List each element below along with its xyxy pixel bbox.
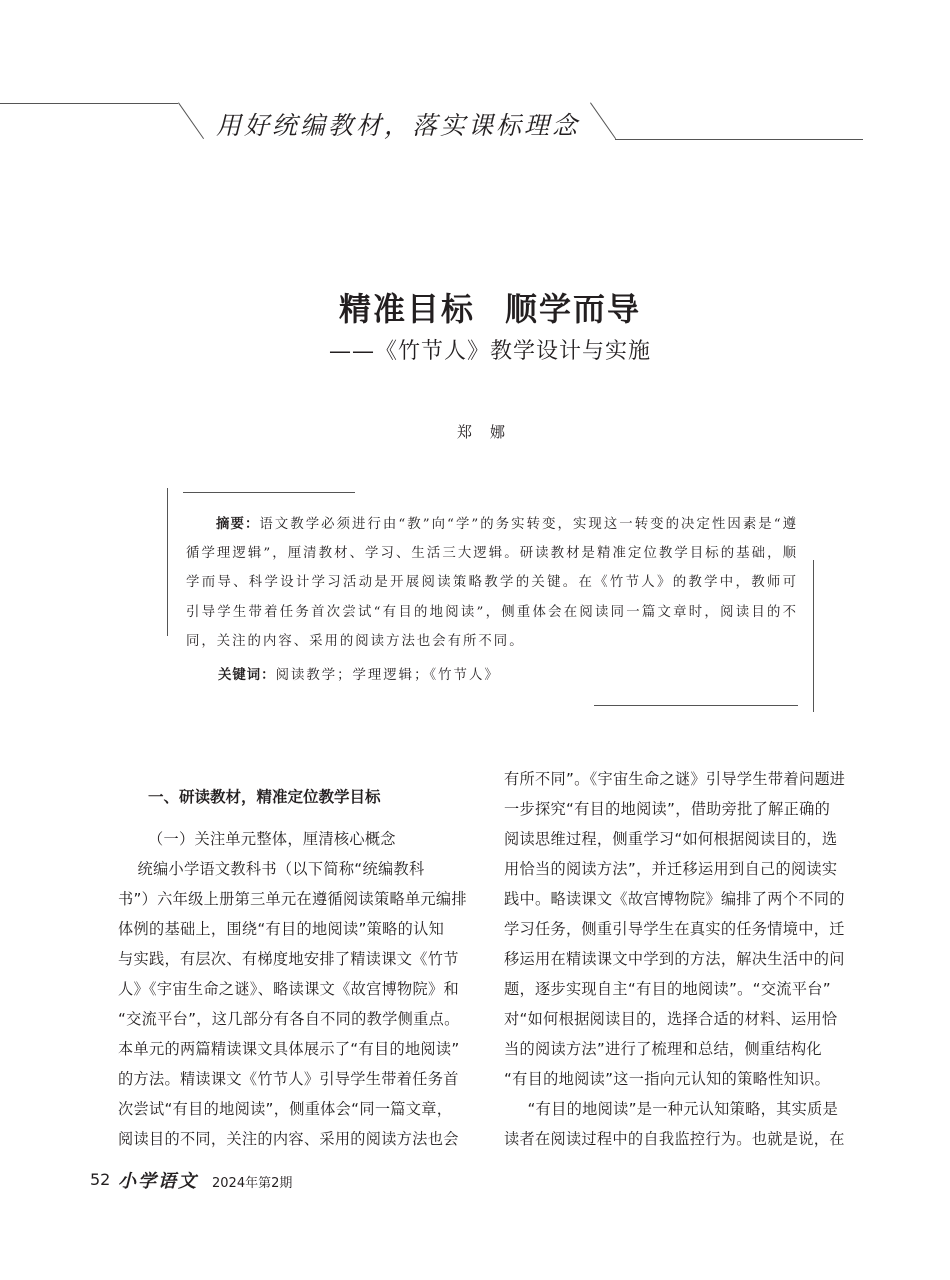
header-rule-left [0,103,178,104]
right-col-line: 用恰当的阅读方法”，并迁移运用到自己的阅读实 [504,860,838,878]
left-col-line: 统编小学语文教科书（以下简称“统编教科 [122,860,425,878]
article-subtitle: ——《竹节人》教学设计与实施 [328,339,651,364]
right-col-line: 有所不同”。《宇宙生命之谜》引导学生带着问题进 [504,770,846,788]
left-col-line: 的方法。精读课文《竹节人》引导学生带着任务首 [118,1070,459,1088]
left-col-line: 人》《宇宙生命之谜》、略读课文《故宫博物院》和 [118,980,460,998]
journal-name: 小学语文 [118,1171,198,1192]
left-col-line: 阅读目的不同，关注的内容、采用的阅读方法也会 [118,1130,459,1148]
abstract [186,510,798,656]
page-number: 52 [90,1170,111,1189]
left-col-line: 书”）六年级上册第三单元在遵循阅读策略单元编排 [118,890,467,908]
keywords [218,661,500,690]
issue-label: 2024年第2期 [212,1176,293,1191]
abstract-label: 摘要： [216,517,260,532]
abstract-bar-right [813,560,814,712]
keywords-text: 阅读教学；学理逻辑；《竹节人》 [275,668,500,683]
left-col-line: 次尝试“有目的地阅读”，侧重体会“同一篇文章， [118,1100,453,1118]
abstract-bar-left [167,488,168,636]
right-col-line: “有目的地阅读”这一指向元认知的策略性知识。 [504,1070,831,1088]
header-slash-left [178,102,204,139]
article-title [0,284,950,330]
right-col-line: 移运用在精读课文中学到的方法，解决生活中的问 [504,950,845,968]
right-col-line: 践中。略读课文《故宫博物院》编排了两个不同的 [504,890,845,908]
right-col-line: 对“如何根据阅读目的，选择合适的材料、运用恰 [504,1010,838,1028]
right-col-line: “有目的地阅读”是一种元认知策略，其实质是 [512,1100,839,1118]
section-heading: 一、研读教材，精准定位教学目标 [148,788,381,806]
right-col-line: 学习任务，侧重引导学生在真实的任务情境中，迁 [504,920,845,938]
right-col-line: 阅读思维过程，侧重学习“如何根据阅读目的，选 [504,830,838,848]
abstract-rule-bottom [594,705,798,706]
right-col-line: 一步探究“有目的地阅读”，借助旁批了解正确的 [504,800,831,818]
left-col-line: 与实践，有层次、有梯度地安排了精读课文《竹节 [118,950,459,968]
header-slash-right [590,102,616,139]
left-col-line: “交流平台”，这几部分有各自不同的教学侧重点。 [118,1010,460,1028]
subsection-heading: （一）关注单元整体，厘清核心概念 [148,830,396,848]
keywords-label: 关键词： [218,668,276,683]
column-title: 用好统编教材，落实课标理念 [216,111,581,140]
abstract-rule-top [183,492,355,493]
article-title-part2: 顺学而导 [505,290,642,328]
header-rule-right [615,139,863,140]
article-title-part1: 精准目标 [338,290,475,328]
left-col-line: 体例的基础上，围绕“有目的地阅读”策略的认知 [118,920,445,938]
right-col-line: 当的阅读方法”进行了梳理和总结，侧重结构化 [504,1040,822,1058]
author-name: 郑娜 [456,423,523,441]
right-col-line: 题，逐步实现自主“有目的地阅读”。“交流平台” [504,980,831,998]
left-col-line: 本单元的两篇精读课文具体展示了“有目的地阅读” [118,1040,460,1058]
abstract-text: 语文教学必须进行由“教”向“学”的务实转变，实现这一转变的决定性因素是“遵循学理逻辑”，厘清教材、学习、生活三大逻辑。研读教材是精准定位教学目标的基础，顺学而导、科学设计学习活动是开展阅读策略教学的关键。在《竹节人》的教学中，教师可引导学生带着任务首次尝试“有目的地阅读”，侧重体会在阅读同一篇文章时，阅读目的不同，关注的内容、采用的阅读方法也会有所不同。 [186,517,799,649]
right-col-line: 读者在阅读过程中的自我监控行为。也就是说，在 [504,1130,845,1148]
